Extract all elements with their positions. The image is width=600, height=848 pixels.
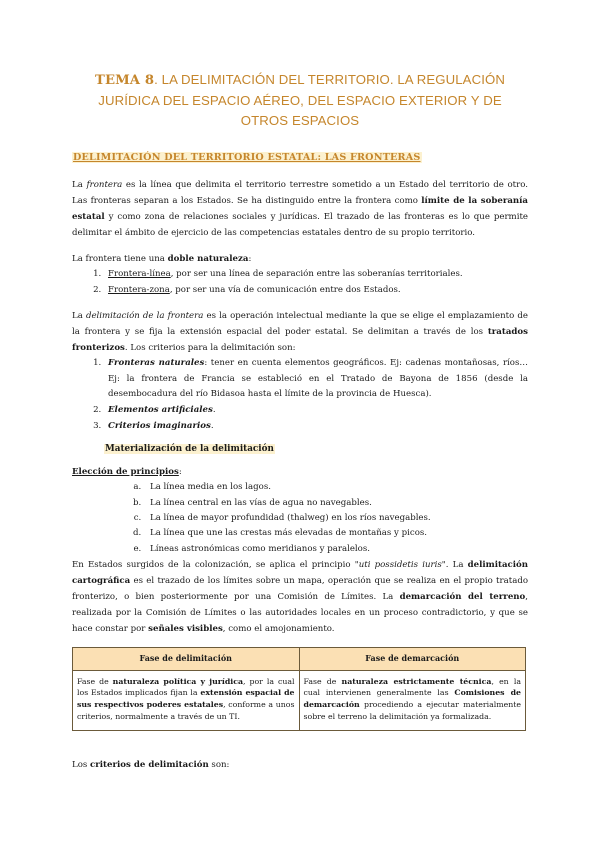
list-item: 2. Elementos artificiales.: [104, 403, 528, 419]
table-header-delimitacion: Fase de delimitación: [73, 648, 300, 671]
table-header-demarcacion: Fase de demarcación: [299, 648, 526, 671]
table-cell-delimitacion: Fase de naturaleza política y jurídica, por la cual los Estados implicados fijan la extensión espacial de sus respectivos poderes estatales, conforme a unos criterios, normalmente a través de un TI.: [73, 670, 300, 730]
title-text: . LA DELIMITACIÓN DEL TERRITORIO. LA REGULACIÓN JURÍDICA DEL ESPACIO AÉREO, DEL ESPACIO EXTERIOR Y DE OTROS ESPACIOS: [98, 72, 505, 128]
principles-list: [72, 480, 528, 557]
list-item: 1. Fronteras naturales: tener en cuenta elementos geográficos. Ej: cadenas montañosas, ríos…Ej: la frontera de Francia se estableció en el Tratado de Bayona de 1856 (desde la desembocadura del río Bidasoa hasta el límite de la provincia de Huesca).: [104, 356, 528, 403]
paragraph-criterios: Los criterios de delimitación son:: [72, 760, 230, 771]
nature-list: [72, 267, 528, 298]
paragraph-frontera: La frontera es la línea que delimita el territorio terrestre sometido a un Estado del territorio de otro. Las fronteras separan a los Estados. Se ha distinguido entre la frontera como límite de la soberanía estatal y como zona de relaciones sociales y jurídicas. El trazado de las fronteras es lo que permite delimitar el ámbito de ejercicio de las competencias estatales dentro de su propio territorio.: [72, 180, 528, 238]
list-item: 3. Criterios imaginarios.: [104, 419, 528, 435]
table-cell-demarcacion: Fase de naturaleza estrictamente técnica, en la cual intervienen generalmente las Comisiones de demarcación procediendo a ejecutar materialmente sobre el terreno la delimitación ya formalizada.: [299, 670, 526, 730]
criteria-list: [72, 356, 528, 434]
document-title: [78, 70, 522, 131]
title-prefix: TEMA 8: [95, 73, 155, 88]
list-item: b. La línea central en las vías de agua no navegables.: [144, 496, 528, 511]
list-item: e. Líneas astronómicas como meridianos y paralelos.: [144, 542, 528, 557]
principles-label: Elección de principios:: [72, 467, 182, 478]
paragraph-doble-naturaleza: La frontera tiene una doble naturaleza:: [72, 254, 252, 264]
list-item: c. La línea de mayor profundidad (thalweg) en los ríos navegables.: [144, 511, 528, 526]
phases-table: [72, 647, 526, 731]
list-item: d. La línea que une las crestas más elevadas de montañas y picos.: [144, 526, 528, 541]
section-heading: DELIMITACIÓN DEL TERRITORIO ESTATAL: LAS FRONTERAS: [73, 152, 421, 163]
paragraph-delimitacion: La delimitación de la frontera es la operación intelectual mediante la que se elige el emplazamiento de la frontera y se fija la extensión espacial del poder estatal. Se delimitan a través de los tratados fronterizos. Los criterios para la delimitación son:: [72, 311, 528, 354]
paragraph-colonizacion: En Estados surgidos de la colonización, se aplica el principio "uti possidetis iuris". La delimitación cartográfica es el trazado de los límites sobre un mapa, operación que se realiza en el propio tratado fronterizo, o bien posteriormente por una Comisión de Límites. La demarcación del terreno, realizada por la Comisión de Límites o las autoridades locales en un proceso contradictorio, y que se hace constar por señales visibles, como el amojonamiento.: [72, 560, 528, 635]
subheading: Materialización de la delimitación: [105, 444, 274, 455]
table-row: [73, 670, 526, 730]
list-item: 1. Frontera-línea, por ser una línea de separación entre las soberanías territoriales.: [104, 267, 528, 283]
list-item: a. La línea media en los lagos.: [144, 480, 528, 495]
list-item: 2. Frontera-zona, por ser una vía de comunicación entre dos Estados.: [104, 283, 528, 299]
